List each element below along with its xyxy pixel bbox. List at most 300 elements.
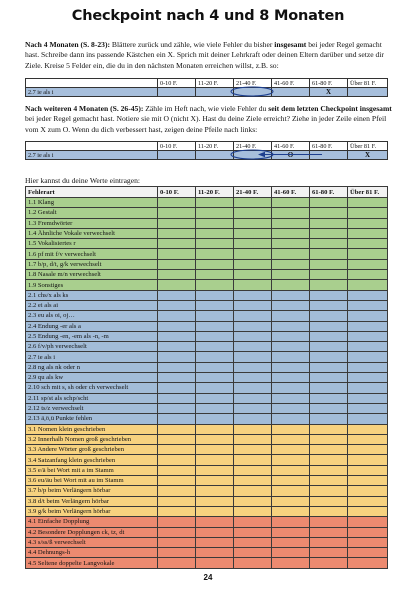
count-cell[interactable] [348, 496, 388, 506]
count-cell[interactable] [234, 496, 272, 506]
count-cell[interactable] [272, 373, 310, 383]
count-cell[interactable] [158, 548, 196, 558]
error-type-label: 2.5 Endung -en, -em als -n, -m [26, 331, 158, 341]
count-cell[interactable] [348, 548, 388, 558]
count-cell[interactable] [348, 331, 388, 341]
section1-text-a: Blättere zurück und zähle, wie viele Fehler du bisher [110, 40, 275, 49]
count-cell[interactable] [310, 537, 348, 547]
count-cell[interactable] [158, 198, 196, 208]
error-type-label: 2.3 eu als oi, oj… [26, 311, 158, 321]
count-cell[interactable] [348, 249, 388, 259]
table-row [26, 300, 388, 310]
count-cell[interactable] [158, 537, 196, 547]
table-row [26, 342, 388, 352]
count-cell[interactable] [196, 434, 234, 444]
count-cell[interactable] [348, 527, 388, 537]
table-row [26, 383, 388, 393]
count-cell[interactable] [272, 270, 310, 280]
count-cell[interactable] [310, 300, 348, 310]
count-cell[interactable] [272, 537, 310, 547]
count-cell[interactable] [234, 259, 272, 269]
count-cell[interactable] [272, 403, 310, 413]
section2-text-a: Zähle im Heft nach, wie viele Fehler du [143, 104, 269, 113]
count-cell[interactable] [196, 373, 234, 383]
column-header-11-20: 11-20 F. [196, 187, 234, 198]
count-cell[interactable] [158, 280, 196, 290]
table-row [26, 249, 388, 259]
count-cell[interactable] [196, 465, 234, 475]
table-row [26, 352, 388, 362]
column-header-fehlerart: Fehlerart [26, 187, 158, 198]
count-cell[interactable] [272, 558, 310, 568]
count-cell[interactable] [272, 424, 310, 434]
count-cell[interactable] [158, 259, 196, 269]
table-row [26, 558, 388, 568]
count-cell[interactable] [158, 403, 196, 413]
count-cell[interactable] [234, 434, 272, 444]
count-cell[interactable] [310, 342, 348, 352]
count-cell[interactable] [234, 331, 272, 341]
count-cell[interactable] [196, 445, 234, 455]
table-row [26, 362, 388, 372]
example-row-2 [26, 151, 388, 160]
count-cell[interactable] [272, 218, 310, 228]
count-cell[interactable] [310, 198, 348, 208]
count-cell[interactable] [234, 362, 272, 372]
example-cell [310, 151, 348, 160]
header-cell [26, 79, 158, 88]
count-cell[interactable] [310, 228, 348, 238]
count-cell[interactable] [234, 558, 272, 568]
example-cell [234, 151, 272, 160]
page-number: 24 [203, 573, 213, 582]
count-cell[interactable] [272, 280, 310, 290]
count-cell[interactable] [158, 496, 196, 506]
table-row [26, 290, 388, 300]
count-cell[interactable] [348, 506, 388, 516]
count-cell[interactable] [272, 476, 310, 486]
error-type-label: 3.8 d/t beim Verlängern hörbar [26, 496, 158, 506]
count-cell[interactable] [272, 362, 310, 372]
count-cell[interactable] [348, 393, 388, 403]
count-cell[interactable] [310, 403, 348, 413]
count-cell[interactable] [310, 362, 348, 372]
error-type-label: 1.8 Nasale m/n verwechselt [26, 270, 158, 280]
count-cell[interactable] [348, 352, 388, 362]
count-cell[interactable] [348, 434, 388, 444]
table-row [26, 403, 388, 413]
count-cell[interactable] [310, 270, 348, 280]
count-cell[interactable] [348, 270, 388, 280]
section2-text-b: bei jeder Regel gemacht hast. Notiere sie mit O (nicht X). Hast du deine Ziele erreicht? Ziehe in jeder Zeile einen Pfeil vom X zum O. Wenn du dich verbessert hast, zeigen deine Pfeile nach links: [25, 114, 387, 134]
count-cell[interactable] [348, 476, 388, 486]
count-cell[interactable] [348, 486, 388, 496]
error-type-label: 3.9 g/k beim Verlängern hörbar [26, 506, 158, 516]
table-row [26, 434, 388, 444]
count-cell[interactable] [348, 362, 388, 372]
error-type-label: 1.3 Fremdwörter [26, 218, 158, 228]
header-cell: 61-80 F. [310, 142, 348, 151]
section1-bold: insgesamt [274, 40, 307, 49]
count-cell[interactable] [196, 476, 234, 486]
count-cell[interactable] [348, 218, 388, 228]
o-mark: O [272, 151, 310, 160]
count-cell[interactable] [158, 393, 196, 403]
count-cell[interactable] [310, 486, 348, 496]
error-type-label: 4.4 Dehnungs-h [26, 548, 158, 558]
count-cell[interactable] [310, 331, 348, 341]
error-type-label: 1.2 Gestalt [26, 208, 158, 218]
count-cell[interactable] [348, 383, 388, 393]
count-cell[interactable] [158, 331, 196, 341]
count-cell[interactable] [310, 506, 348, 516]
count-cell[interactable] [158, 527, 196, 537]
count-cell[interactable] [234, 537, 272, 547]
error-table-body [26, 198, 388, 569]
count-cell[interactable] [158, 290, 196, 300]
count-cell[interactable] [272, 342, 310, 352]
count-cell[interactable] [196, 239, 234, 249]
count-cell[interactable] [348, 228, 388, 238]
count-cell[interactable] [158, 270, 196, 280]
count-cell[interactable] [234, 218, 272, 228]
count-cell[interactable] [196, 270, 234, 280]
count-cell[interactable] [234, 270, 272, 280]
error-type-label: 4.3 s/ss/ß verwechselt [26, 537, 158, 547]
header-cell: 0-10 F. [158, 79, 196, 88]
count-cell[interactable] [158, 424, 196, 434]
count-cell[interactable] [272, 208, 310, 218]
table-row [26, 228, 388, 238]
instruction-paragraph-1 [25, 40, 393, 71]
count-cell[interactable] [272, 548, 310, 558]
count-cell[interactable] [196, 280, 234, 290]
error-type-label: 2.8 ng als nk oder n [26, 362, 158, 372]
count-cell[interactable] [272, 300, 310, 310]
count-cell[interactable] [234, 445, 272, 455]
table-row [26, 476, 388, 486]
error-type-label: 3.7 b/p beim Verlängern hörbar [26, 486, 158, 496]
error-type-label: 2.6 f/v/ph verwechselt [26, 342, 158, 352]
count-cell[interactable] [272, 434, 310, 444]
count-cell[interactable] [272, 383, 310, 393]
table-row [26, 496, 388, 506]
count-cell[interactable] [272, 486, 310, 496]
count-cell[interactable] [272, 496, 310, 506]
count-cell[interactable] [310, 465, 348, 475]
count-cell[interactable] [310, 208, 348, 218]
count-cell[interactable] [196, 331, 234, 341]
count-cell[interactable] [234, 506, 272, 516]
count-cell[interactable] [234, 352, 272, 362]
example-cell [348, 88, 388, 97]
header-cell: 0-10 F. [158, 142, 196, 151]
count-cell[interactable] [234, 300, 272, 310]
count-cell[interactable] [272, 228, 310, 238]
count-cell[interactable] [272, 311, 310, 321]
count-cell[interactable] [234, 198, 272, 208]
count-cell[interactable] [196, 228, 234, 238]
count-cell[interactable] [196, 290, 234, 300]
example-table-1 [25, 78, 388, 97]
section1-text-b: bei jeder Regel gemacht hast. Schreibe dann ins passende Kästchen ein X. Sprich mit deiner Lehrkraft oder deinen Eltern darüber und setze dir Ziele. Kreise 5 Felder ein, die du in den nächsten Monaten erreichen willst, z.B. so: [25, 40, 384, 70]
count-cell[interactable] [310, 218, 348, 228]
count-cell[interactable] [234, 208, 272, 218]
count-cell[interactable] [348, 424, 388, 434]
count-cell[interactable] [272, 455, 310, 465]
table-row [26, 445, 388, 455]
count-cell[interactable] [272, 465, 310, 475]
example-table-1-header [26, 79, 388, 88]
count-cell[interactable] [234, 455, 272, 465]
example-table-2 [25, 141, 388, 160]
count-cell[interactable] [196, 218, 234, 228]
count-cell[interactable] [196, 362, 234, 372]
table-row [26, 259, 388, 269]
section2-bold: seit dem letzten Checkpoint insgesamt [268, 104, 392, 113]
count-cell[interactable] [196, 527, 234, 537]
column-header-ueber-81: Über 81 F. [348, 187, 388, 198]
error-type-label: 3.6 eu/äu bei Wort mit au im Stamm [26, 476, 158, 486]
example-cell [158, 151, 196, 160]
table-row [26, 527, 388, 537]
count-cell[interactable] [310, 239, 348, 249]
count-cell[interactable] [196, 352, 234, 362]
example-cell [196, 88, 234, 97]
count-cell[interactable] [310, 424, 348, 434]
count-cell[interactable] [234, 321, 272, 331]
header-cell: 21-40 F. [234, 142, 272, 151]
count-cell[interactable] [158, 455, 196, 465]
count-cell[interactable] [310, 517, 348, 527]
count-cell[interactable] [158, 249, 196, 259]
count-cell[interactable] [348, 455, 388, 465]
example-row-label: 2.7 ie als i [26, 151, 158, 160]
count-cell[interactable] [310, 290, 348, 300]
count-cell[interactable] [272, 414, 310, 424]
count-cell[interactable] [158, 352, 196, 362]
count-cell[interactable] [196, 249, 234, 259]
count-cell[interactable] [310, 455, 348, 465]
count-cell[interactable] [158, 517, 196, 527]
count-cell[interactable] [310, 414, 348, 424]
count-cell[interactable] [234, 373, 272, 383]
count-cell[interactable] [158, 445, 196, 455]
count-cell[interactable] [348, 445, 388, 455]
count-cell[interactable] [310, 434, 348, 444]
count-cell[interactable] [310, 311, 348, 321]
count-cell[interactable] [196, 517, 234, 527]
count-cell[interactable] [348, 465, 388, 475]
count-cell[interactable] [272, 393, 310, 403]
count-cell[interactable] [158, 506, 196, 516]
count-cell[interactable] [196, 537, 234, 547]
count-cell[interactable] [272, 352, 310, 362]
error-type-label: 2.11 sp/st als schp/scht [26, 393, 158, 403]
count-cell[interactable] [234, 414, 272, 424]
count-cell[interactable] [348, 280, 388, 290]
count-cell[interactable] [310, 527, 348, 537]
example-cell [158, 88, 196, 97]
count-cell[interactable] [158, 228, 196, 238]
error-table [25, 186, 388, 569]
count-cell[interactable] [310, 352, 348, 362]
count-cell[interactable] [234, 249, 272, 259]
count-cell[interactable] [272, 249, 310, 259]
header-cell: 11-20 F. [196, 142, 234, 151]
error-type-label: 2.4 Endung -er als a [26, 321, 158, 331]
table-row [26, 331, 388, 341]
count-cell[interactable] [234, 517, 272, 527]
table-row [26, 465, 388, 475]
count-cell[interactable] [348, 239, 388, 249]
count-cell[interactable] [234, 342, 272, 352]
header-cell: Über 81 F. [348, 142, 388, 151]
column-header-21-40: 21-40 F. [234, 187, 272, 198]
count-cell[interactable] [310, 393, 348, 403]
error-type-label: 3.5 e/ä bei Wort mit a im Stamm [26, 465, 158, 475]
count-cell[interactable] [196, 383, 234, 393]
count-cell[interactable] [196, 311, 234, 321]
count-cell[interactable] [158, 311, 196, 321]
count-cell[interactable] [196, 548, 234, 558]
count-cell[interactable] [310, 496, 348, 506]
count-cell[interactable] [234, 228, 272, 238]
count-cell[interactable] [196, 424, 234, 434]
count-cell[interactable] [234, 280, 272, 290]
count-cell[interactable] [348, 208, 388, 218]
count-cell[interactable] [348, 198, 388, 208]
count-cell[interactable] [158, 414, 196, 424]
table-row [26, 311, 388, 321]
count-cell[interactable] [348, 321, 388, 331]
count-cell[interactable] [158, 373, 196, 383]
count-cell[interactable] [310, 476, 348, 486]
count-cell[interactable] [196, 321, 234, 331]
count-cell[interactable] [310, 383, 348, 393]
count-cell[interactable] [310, 280, 348, 290]
count-cell[interactable] [196, 455, 234, 465]
count-cell[interactable] [234, 424, 272, 434]
count-cell[interactable] [234, 476, 272, 486]
header-cell: Über 81 F. [348, 79, 388, 88]
count-cell[interactable] [158, 342, 196, 352]
count-cell[interactable] [310, 321, 348, 331]
count-cell[interactable] [348, 403, 388, 413]
count-cell[interactable] [272, 445, 310, 455]
count-cell[interactable] [348, 537, 388, 547]
table-row [26, 198, 388, 208]
table-row [26, 321, 388, 331]
count-cell[interactable] [348, 290, 388, 300]
count-cell[interactable] [158, 300, 196, 310]
count-cell[interactable] [348, 300, 388, 310]
count-cell[interactable] [234, 311, 272, 321]
count-cell[interactable] [196, 393, 234, 403]
count-cell[interactable] [310, 445, 348, 455]
count-cell[interactable] [272, 259, 310, 269]
count-cell[interactable] [348, 311, 388, 321]
count-cell[interactable] [348, 517, 388, 527]
count-cell[interactable] [196, 506, 234, 516]
count-cell[interactable] [158, 465, 196, 475]
count-cell[interactable] [196, 496, 234, 506]
count-cell[interactable] [158, 558, 196, 568]
count-cell[interactable] [196, 403, 234, 413]
error-type-label: 1.9 Sonstiges [26, 280, 158, 290]
count-cell[interactable] [196, 486, 234, 496]
count-cell[interactable] [348, 342, 388, 352]
table-row [26, 517, 388, 527]
error-type-label: 2.9 qu als kw [26, 373, 158, 383]
count-cell[interactable] [234, 239, 272, 249]
count-cell[interactable] [310, 558, 348, 568]
count-cell[interactable] [234, 403, 272, 413]
count-cell[interactable] [196, 342, 234, 352]
count-cell[interactable] [234, 383, 272, 393]
table-row [26, 280, 388, 290]
count-cell[interactable] [158, 434, 196, 444]
count-cell[interactable] [158, 321, 196, 331]
count-cell[interactable] [310, 548, 348, 558]
count-cell[interactable] [234, 465, 272, 475]
count-cell[interactable] [196, 259, 234, 269]
count-cell[interactable] [234, 393, 272, 403]
count-cell[interactable] [272, 331, 310, 341]
error-type-label: 4.5 Seltene doppelte Langvokale [26, 558, 158, 568]
count-cell[interactable] [310, 249, 348, 259]
count-cell[interactable] [158, 362, 196, 372]
table-row [26, 537, 388, 547]
count-cell[interactable] [272, 506, 310, 516]
count-cell[interactable] [272, 239, 310, 249]
count-cell[interactable] [196, 198, 234, 208]
count-cell[interactable] [310, 373, 348, 383]
count-cell[interactable] [158, 476, 196, 486]
count-cell[interactable] [196, 208, 234, 218]
count-cell[interactable] [158, 239, 196, 249]
count-cell[interactable] [234, 486, 272, 496]
header-cell [26, 142, 158, 151]
count-cell[interactable] [348, 373, 388, 383]
count-cell[interactable] [272, 527, 310, 537]
count-cell[interactable] [348, 259, 388, 269]
count-cell[interactable] [272, 198, 310, 208]
count-cell[interactable] [272, 290, 310, 300]
column-header-41-60: 41-60 F. [272, 187, 310, 198]
count-cell[interactable] [234, 548, 272, 558]
count-cell[interactable] [196, 414, 234, 424]
count-cell[interactable] [234, 290, 272, 300]
header-cell: 61-80 F. [310, 79, 348, 88]
error-type-label: 1.7 b/p, d/t, g/k verwechselt [26, 259, 158, 269]
count-cell[interactable] [310, 259, 348, 269]
count-cell[interactable] [158, 383, 196, 393]
count-cell[interactable] [348, 414, 388, 424]
table-row [26, 486, 388, 496]
error-type-label: 2.2 ei als ai [26, 300, 158, 310]
count-cell[interactable] [272, 321, 310, 331]
count-cell[interactable] [234, 527, 272, 537]
count-cell[interactable] [158, 218, 196, 228]
count-cell[interactable] [196, 558, 234, 568]
count-cell[interactable] [348, 558, 388, 568]
header-cell: 41-60 F. [272, 79, 310, 88]
count-cell[interactable] [158, 208, 196, 218]
count-cell[interactable] [196, 300, 234, 310]
count-cell[interactable] [158, 486, 196, 496]
count-cell[interactable] [272, 517, 310, 527]
